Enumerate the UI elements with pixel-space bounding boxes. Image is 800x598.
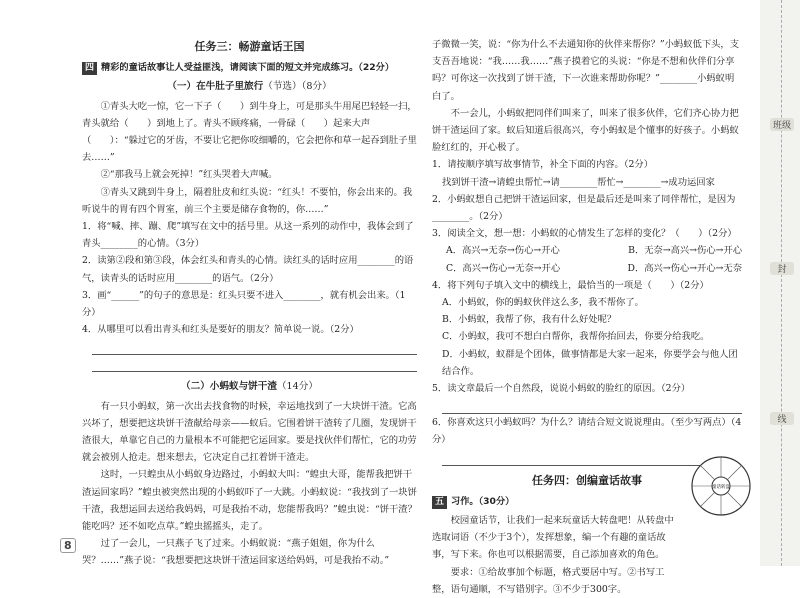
passage2-continued: 不一会儿，小蚂蚁把同伴们叫来了，叫来了很多伙伴，它们齐心协力把饼干渣运回了家。蚁后知道后很高兴，夸小蚂蚁是个懂事的好孩子。小蚂蚁脸红红的，开心极了。 xyxy=(432,107,739,154)
task4-paragraph: 校园童话节，让我们一起来玩童话大转盘吧！从转盘中选取词语（不少于3个），发挥想象，编一个有趣的童话故事，写下来。你也可以根据需要，自己添加喜欢的角色。 xyxy=(432,515,674,561)
passage2-paragraph: 有一只小蚂蚁，第一次出去找食物的时候，幸运地找到了一大块饼干渣。它高兴坏了，想要把这块饼干渣献给母亲——蚁后。它围着饼干渣转了几圈，发现饼干渣很大，单靠它自己的力量根本不可能把它运回家。要是找伙伴们帮忙，它的功劳就会被别人抢走。想来想去，它决定自己扛着饼干渣走。 xyxy=(82,400,417,464)
section-badge-4: 四 xyxy=(82,62,97,75)
cut-line xyxy=(781,0,783,566)
answer-line[interactable] xyxy=(92,355,417,372)
gutter-label-top: 班级 xyxy=(770,118,794,131)
question: 6．你喜欢这只小蚂蚁吗？为什么？请结合短文说说理由。（至少写两点）（4分） xyxy=(432,417,742,446)
question: 1．将“喊、摔、蹦、爬”填写在文中的括号里。从这一系列的动作中，我体会到了青头________的心情。（3分） xyxy=(82,221,414,250)
gutter-label-mid: 封 xyxy=(770,262,794,275)
gutter-label-bottom: 线 xyxy=(770,412,794,425)
question: 2．小蚂蚁想自己把饼干渣运回家，但是最后还是叫来了同伴帮忙，是因为________。（2分） xyxy=(432,193,736,223)
question: 3．阅读全文，想一想：小蚂蚁的心情发生了怎样的变化？（ ）（2分） xyxy=(432,228,737,240)
answer-line[interactable] xyxy=(92,338,417,355)
question: 4．从哪里可以看出青头和红头是要好的朋友？简单说一说。（2分） xyxy=(82,324,359,336)
passage2-title-text: （二）小蚂蚁与饼干渣 xyxy=(181,381,277,393)
passage1-title xyxy=(82,78,417,95)
option[interactable]: B．小蚂蚁，我帮了你，我有什么好处呢？ xyxy=(442,314,617,326)
answer-line[interactable] xyxy=(442,397,742,414)
page-number: 8 xyxy=(60,538,76,553)
options-row xyxy=(432,260,742,277)
binding-gutter xyxy=(760,0,800,566)
question: 2．读第②段和第③段，体会红头和青头的心情。读红头的话时应用________的语气，读青头的话时应用________的语气。（2分） xyxy=(82,255,414,284)
question: 1．请按顺序填写故事情节，补全下面的内容。（2分） xyxy=(432,159,654,171)
passage1-title-text: （一）在牛肚子里旅行 xyxy=(167,81,264,93)
option-d[interactable]: D．高兴→伤心→开心→无奈 xyxy=(627,262,742,274)
story-wheel-image xyxy=(690,455,752,517)
task3-intro-text: 精彩的童话故事让人受益匪浅，请阅读下面的短文并完成练习。（22分） xyxy=(101,62,395,74)
passage1-paragraph: ③青头又跳到牛身上，隔着肚皮和红头说：“红头！不要怕，你会出来的。我听说牛的胃有四个胃室，前三个主要是储存食物的，你……” xyxy=(82,186,413,215)
task4-requirements: 要求：①给故事加个标题，格式要居中写。②书写工整，语句通顺，不写错别字。③不少于300字。 xyxy=(432,566,665,595)
passage2-title xyxy=(82,378,417,395)
question: 3．画“______”的句子的意思是：红头只要不进入________，就有机会出来。（1分） xyxy=(82,289,406,319)
left-column xyxy=(82,28,417,570)
passage2-paragraph: 这时，一只蝗虫从小蚂蚁身边路过，小蚂蚁大叫：“蝗虫大哥，能帮我把饼干渣运回家吗？”蝗虫被突然出现的小蚂蚁吓了一大跳。小蚂蚁说：“我找到了一块饼干渣，我想运回去送给我妈妈，可是我抬不动，您能帮我吗？”蝗虫说：“饼干渣？能吃吗？还不如吃点草。”蝗虫摇摇头，走了。 xyxy=(82,469,417,533)
option[interactable]: D．小蚂蚁，蚁群是个团体，做事情都是大家一起来，你要学会与他人团结合作。 xyxy=(442,348,738,377)
passage2-points: （14分） xyxy=(276,381,318,393)
option-a[interactable]: A．高兴→无奈→伤心→开心 xyxy=(446,245,560,257)
task4-intro-text: 习作。（30分） xyxy=(451,495,515,507)
option-c[interactable]: C．高兴→伤心→无奈→开心 xyxy=(446,262,561,274)
question: 5．读文章最后一个自然段，说说小蚂蚁的脸红的原因。（2分） xyxy=(432,383,691,395)
question-flow: 找到饼干渣→请蝗虫帮忙→请________帮忙→________→成功运回家 xyxy=(442,176,715,188)
option-b[interactable]: B．无奈→高兴→伤心→开心 xyxy=(628,245,742,257)
passage1-paragraph: ①青头大吃一惊，它一下子（ ）到牛身上，可是那头牛用尾巴轻轻一扫，青头就给（ ）到地上了。青头不顾疼痛，一骨碌（ ）起来大声（ ）：“躲过它的牙齿，不要让它把你咬细嚼的，它会把你和草一起吞到肚子里去……” xyxy=(82,100,417,164)
option[interactable]: A．小蚂蚁，你的蚂蚁伙伴这么多，我不帮你了。 xyxy=(442,297,644,309)
passage1-paragraph: ②“那我马上就会死掉！”红头哭着大声喊。 xyxy=(100,169,278,181)
passage1-source: （节选） xyxy=(263,81,302,93)
task3-title: 任务三：畅游童话王国 xyxy=(194,40,305,53)
passage2-paragraph: 过了一会儿，一只燕子飞了过来。小蚂蚁说：“燕子姐姐，你为什么哭？……”燕子说：“我想要把这块饼干渣运回家送给妈妈，可是我抬不动。” xyxy=(82,538,390,567)
options-row xyxy=(432,242,742,259)
section-badge-5: 五 xyxy=(432,496,447,509)
task4-title: 任务四：创编童话故事 xyxy=(532,473,642,487)
option[interactable]: C．小蚂蚁，我可不想白白帮你，我帮你抬回去，你要分给我吃。 xyxy=(442,331,710,343)
task3-intro xyxy=(82,59,417,76)
passage1-points: （8分） xyxy=(301,81,332,93)
passage2-continued: 子微微一笑，说：“你为什么不去通知你的伙伴来帮你？”小蚂蚁低下头，支支吾吾地说：“我……我……”燕子摸着它的头说：“你是不想和伙伴们分享吗？可你这一次找到了饼干渣，下一次谁来帮助你呢？”________小蚂蚁明白了。 xyxy=(432,39,740,102)
wheel-center-label: 童话转盘 xyxy=(712,485,730,490)
question: 4．将下列句子填入文中的横线上，最恰当的一项是（ ）（2分） xyxy=(432,279,709,291)
